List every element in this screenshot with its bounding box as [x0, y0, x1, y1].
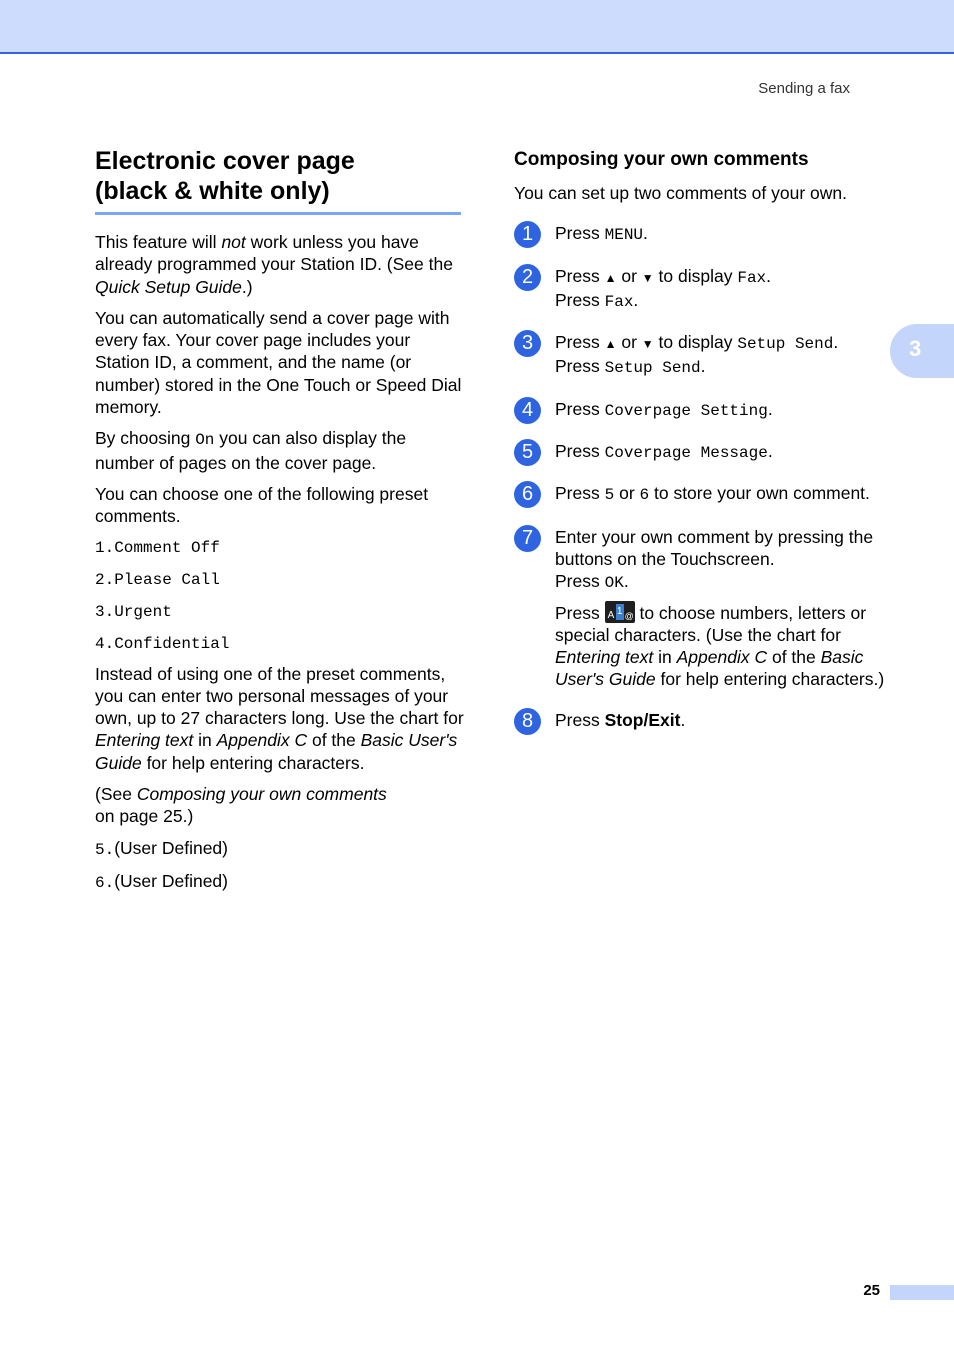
list-item: 6.(User Defined) [95, 870, 228, 892]
step-number-icon: 6 [514, 481, 541, 508]
cross-reference: (See Composing your own comments on page 25.) [95, 784, 387, 827]
step-number-icon: 2 [514, 264, 541, 291]
up-arrow-icon: ▲ [604, 270, 617, 285]
intro-paragraph: You can automatically send a cover page with every fax. Your cover page includes your Station ID, a comment, and the name (or number) stored in the One Touch or Speed Dial memory. [95, 307, 462, 418]
step-5: 5 Press Coverpage Message. [514, 440, 894, 464]
preset-intro: You can choose one of the following preset comments. [95, 483, 429, 527]
header-bar [0, 0, 954, 54]
left-column [95, 146, 465, 894]
step-3: 3 Press ▲ or ▼ to display Setup Send. Press Setup Send. [514, 331, 894, 380]
chapter-tab [890, 324, 954, 378]
step-7: 7 Enter your own comment by pressing the buttons on the Touchscreen. Press OK. Press A 1 @ to choose numbers, letters or special characters. (Use the chart for Entering text in Appendix C of the Basic User's Guide for help entering characters.) [514, 526, 894, 691]
step-4: 4 Press Coverpage Setting. [514, 398, 894, 422]
page-title: Electronic cover page (black & white only) [95, 147, 355, 205]
list-item: 5.(User Defined) [95, 837, 228, 859]
page-number: 25 [863, 1282, 880, 1299]
down-arrow-icon: ▼ [641, 337, 654, 352]
section-label: Sending a fax [758, 80, 850, 97]
list-item: 1.Comment Off [95, 538, 220, 557]
step-number-icon: 5 [514, 439, 541, 466]
step-number-icon: 8 [514, 708, 541, 735]
list-item: 2.Please Call [95, 570, 220, 589]
chapter-number: 3 [909, 336, 922, 361]
custom-message-paragraph: Instead of using one of the preset comments, you can enter two personal messages of your own, up to 27 characters long. Use the chart for Entering text in Appendix C of the Basic User's Guide for help entering characters. [95, 663, 464, 773]
on-option-paragraph: By choosing On you can also display the number of pages on the cover page. [95, 428, 407, 473]
step-6: 6 Press 5 or 6 to store your own comment. [514, 482, 894, 506]
step-1: 1 Press MENU. [514, 222, 894, 246]
step-number-icon: 3 [514, 330, 541, 357]
section-heading: Composing your own comments [514, 149, 809, 170]
step-2: 2 Press ▲ or ▼ to display Fax. Press Fax. [514, 265, 894, 314]
section-intro: You can set up two comments of your own. [514, 183, 848, 203]
note-paragraph: This feature will not work unless you have already programmed your Station ID. (See the Quick Setup Guide.) [95, 232, 453, 297]
title-underline [95, 212, 461, 215]
footer-bar [890, 1285, 954, 1300]
step-8: 8 Press Stop/Exit. [514, 709, 894, 731]
step-number-icon: 1 [514, 221, 541, 248]
down-arrow-icon: ▼ [641, 270, 654, 285]
step-number-icon: 7 [514, 525, 541, 552]
preset-list [95, 537, 465, 655]
list-item: 4.Confidential [95, 634, 230, 653]
up-arrow-icon: ▲ [604, 337, 617, 352]
right-column [514, 148, 894, 731]
step-number-icon: 4 [514, 397, 541, 424]
list-item: 3.Urgent [95, 602, 172, 621]
keyboard-mode-icon: A 1 @ [605, 601, 635, 623]
